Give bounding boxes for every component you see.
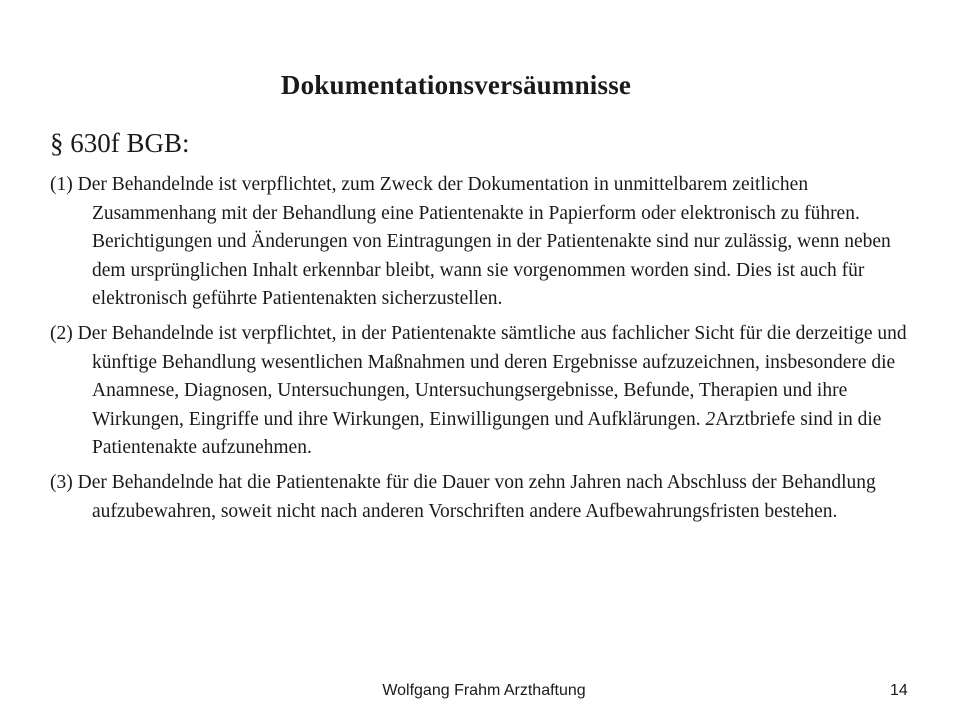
paragraph-3 — [50, 469, 910, 526]
paragraph-number: (2) — [50, 322, 73, 344]
statute-body — [50, 171, 910, 532]
paragraph-number: (1) — [50, 174, 73, 195]
page-number: 14 — [890, 682, 908, 699]
slide-title: Dokumentationsversäumnisse — [280, 70, 632, 100]
paragraph-number: (3) — [50, 471, 73, 493]
slide-footer — [0, 682, 960, 706]
paragraph-text-continued: Arztbriefe sind in die Patientenakte aufzunehmen. — [92, 408, 882, 459]
sentence-reference: 2 — [705, 408, 716, 430]
footer-text: Wolfgang Frahm Arzthaftung — [382, 682, 586, 699]
statute-heading: § 630f BGB: — [50, 128, 190, 158]
paragraph-1 — [50, 171, 910, 314]
paragraph-text: Der Behandelnde ist verpflichtet, zum Zweck der Dokumentation in unmittelbarem zeitlichen Zusammenhang mit der Behandlung eine Patientenakte in Papierform oder elektronisch zu führen. Berichtigungen und Änderungen von Eintragungen in der Patientenakte sind nur zulässig, wenn neben dem ursprünglichen Inhalt erkennbar bleibt, wann sie vorgenommen worden sind. Dies ist auch für elektronisch geführte Patientenakten sicherzustellen. — [77, 174, 891, 310]
paragraph-text: Der Behandelnde hat die Patientenakte für die Dauer von zehn Jahren nach Abschluss der Behandlung aufzubewahren, soweit nicht nach anderen Vorschriften andere Aufbewahrungsfristen bestehen. — [77, 471, 876, 522]
paragraph-text: Der Behandelnde ist verpflichtet, in der Patientenakte sämtliche aus fachlicher Sicht für die derzeitige und künftige Behandlung wesentlichen Maßnahmen und deren Ergebnisse aufzuzeichnen, insbesondere die Anamnese, Diagnosen, Untersuchungen, Untersuchungsergebnisse, Befunde, Therapien und ihre Wirkungen, Eingriffe und ihre Wirkungen, Einwilligungen und Aufklärungen. — [77, 322, 907, 430]
paragraph-2 — [50, 320, 910, 463]
